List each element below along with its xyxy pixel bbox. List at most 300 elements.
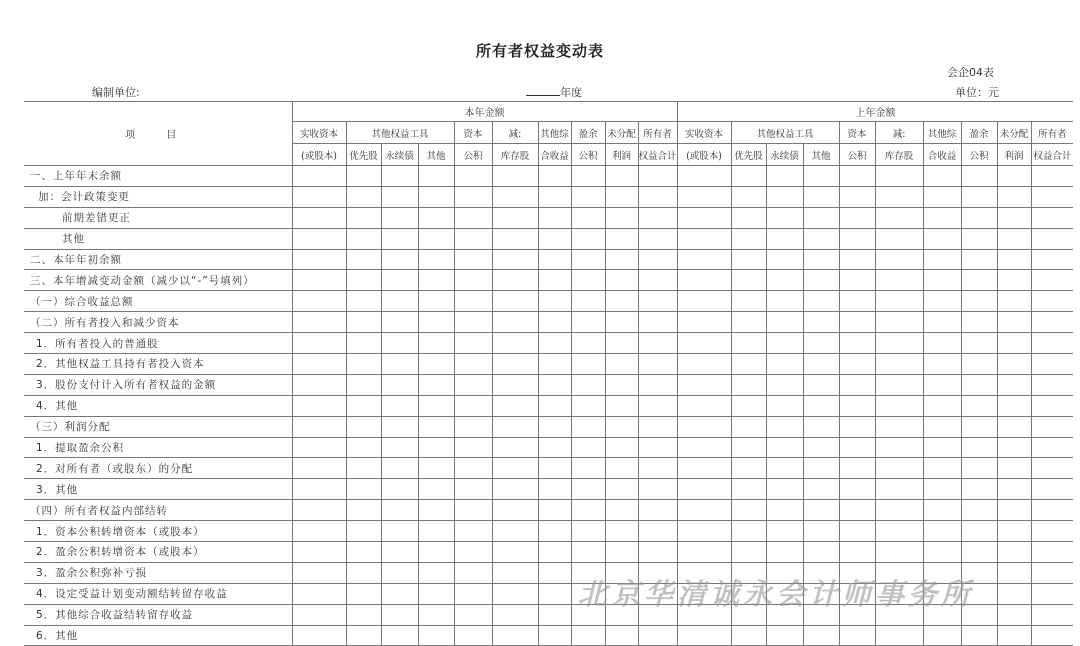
amount-cell bbox=[923, 542, 961, 563]
amount-cell bbox=[292, 500, 346, 521]
amount-cell bbox=[454, 521, 492, 542]
table-row bbox=[24, 354, 1073, 375]
amount-cell bbox=[538, 500, 571, 521]
amount-cell bbox=[638, 542, 677, 563]
amount-cell bbox=[638, 249, 677, 270]
amount-cell bbox=[839, 228, 875, 249]
amount-cell bbox=[492, 604, 538, 625]
amount-cell bbox=[292, 374, 346, 395]
row-label: 2．对所有者（或股东）的分配 bbox=[24, 458, 292, 479]
amount-cell bbox=[839, 333, 875, 354]
amount-cell bbox=[875, 542, 923, 563]
form-code: 会企04表 bbox=[947, 66, 994, 79]
amount-cell bbox=[677, 249, 731, 270]
table-row bbox=[24, 500, 1073, 521]
amount-cell bbox=[381, 166, 418, 187]
amount-cell bbox=[454, 270, 492, 291]
amount-cell bbox=[538, 562, 571, 583]
amount-cell bbox=[418, 228, 454, 249]
table-row bbox=[24, 270, 1073, 291]
column-header-line2: 公积 bbox=[839, 144, 875, 166]
amount-cell bbox=[1031, 416, 1073, 437]
row-label: 3．股份支付计入所有者权益的金额 bbox=[24, 374, 292, 395]
amount-cell bbox=[638, 333, 677, 354]
amount-cell bbox=[638, 312, 677, 333]
amount-cell bbox=[418, 291, 454, 312]
amount-cell bbox=[839, 542, 875, 563]
amount-cell bbox=[605, 416, 638, 437]
amount-cell bbox=[677, 458, 731, 479]
amount-cell bbox=[454, 207, 492, 228]
amount-cell bbox=[923, 186, 961, 207]
amount-cell bbox=[961, 333, 997, 354]
amount-cell bbox=[292, 207, 346, 228]
amount-cell bbox=[997, 312, 1031, 333]
amount-cell bbox=[839, 521, 875, 542]
column-header-line1: 未分配 bbox=[605, 122, 638, 144]
amount-cell bbox=[571, 186, 605, 207]
amount-cell bbox=[492, 395, 538, 416]
table-row bbox=[24, 333, 1073, 354]
table-row bbox=[24, 395, 1073, 416]
column-header-line1: 减: bbox=[492, 122, 538, 144]
amount-cell bbox=[731, 416, 766, 437]
amount-cell bbox=[839, 270, 875, 291]
row-label: 1．资本公积转增资本（或股本） bbox=[24, 521, 292, 542]
column-header-line1: 盈余 bbox=[571, 122, 605, 144]
amount-cell bbox=[605, 186, 638, 207]
amount-cell bbox=[346, 374, 381, 395]
table-row bbox=[24, 228, 1073, 249]
amount-cell bbox=[605, 333, 638, 354]
amount-cell bbox=[839, 354, 875, 375]
amount-cell bbox=[839, 291, 875, 312]
row-label: （二）所有者投入和减少资本 bbox=[24, 312, 292, 333]
amount-cell bbox=[1031, 228, 1073, 249]
amount-cell bbox=[346, 166, 381, 187]
amount-cell bbox=[677, 395, 731, 416]
amount-cell bbox=[418, 249, 454, 270]
amount-cell bbox=[292, 416, 346, 437]
amount-cell bbox=[638, 437, 677, 458]
amount-cell bbox=[803, 374, 839, 395]
amount-cell bbox=[538, 395, 571, 416]
amount-cell bbox=[346, 479, 381, 500]
row-label: 其他 bbox=[24, 228, 292, 249]
amount-cell bbox=[961, 521, 997, 542]
amount-cell bbox=[875, 228, 923, 249]
amount-cell bbox=[1031, 625, 1073, 646]
amount-cell bbox=[997, 562, 1031, 583]
amount-cell bbox=[538, 416, 571, 437]
row-label: 4．设定受益计划变动额结转留存收益 bbox=[24, 583, 292, 604]
amount-cell bbox=[605, 270, 638, 291]
amount-cell bbox=[538, 207, 571, 228]
year-blank bbox=[526, 85, 560, 96]
amount-cell bbox=[677, 312, 731, 333]
amount-cell bbox=[961, 249, 997, 270]
amount-cell bbox=[923, 270, 961, 291]
amount-cell bbox=[731, 395, 766, 416]
amount-cell bbox=[875, 625, 923, 646]
amount-cell bbox=[605, 395, 638, 416]
amount-cell bbox=[677, 625, 731, 646]
amount-cell bbox=[875, 521, 923, 542]
column-header-line1: 盈余 bbox=[961, 122, 997, 144]
amount-cell bbox=[571, 312, 605, 333]
amount-cell bbox=[492, 437, 538, 458]
amount-cell bbox=[418, 207, 454, 228]
amount-cell bbox=[638, 291, 677, 312]
amount-cell bbox=[638, 374, 677, 395]
amount-cell bbox=[766, 333, 803, 354]
column-header-line2: 利润 bbox=[997, 144, 1031, 166]
column-header-line2: 权益合计 bbox=[1031, 144, 1073, 166]
amount-cell bbox=[605, 291, 638, 312]
amount-cell bbox=[766, 395, 803, 416]
amount-cell bbox=[571, 228, 605, 249]
amount-cell bbox=[454, 583, 492, 604]
amount-cell bbox=[923, 354, 961, 375]
amount-cell bbox=[1031, 270, 1073, 291]
amount-cell bbox=[923, 437, 961, 458]
amount-cell bbox=[803, 521, 839, 542]
amount-cell bbox=[492, 354, 538, 375]
column-sub-header: 永续债 bbox=[766, 144, 803, 166]
column-header-line1: 实收资本 bbox=[677, 122, 731, 144]
amount-cell bbox=[766, 354, 803, 375]
amount-cell bbox=[997, 500, 1031, 521]
amount-cell bbox=[638, 354, 677, 375]
row-label: 前期差错更正 bbox=[24, 207, 292, 228]
amount-cell bbox=[766, 270, 803, 291]
amount-cell bbox=[766, 500, 803, 521]
amount-cell bbox=[1031, 186, 1073, 207]
amount-cell bbox=[418, 458, 454, 479]
row-label: （三）利润分配 bbox=[24, 416, 292, 437]
amount-cell bbox=[731, 312, 766, 333]
amount-cell bbox=[839, 312, 875, 333]
amount-cell bbox=[418, 437, 454, 458]
column-header-line2: (或股本) bbox=[677, 144, 731, 166]
table-row bbox=[24, 249, 1073, 270]
amount-cell bbox=[803, 207, 839, 228]
column-sub-header: 其他 bbox=[418, 144, 454, 166]
amount-cell bbox=[997, 395, 1031, 416]
amount-cell bbox=[731, 270, 766, 291]
amount-cell bbox=[997, 625, 1031, 646]
amount-cell bbox=[418, 625, 454, 646]
amount-cell bbox=[997, 604, 1031, 625]
amount-cell bbox=[605, 625, 638, 646]
amount-cell bbox=[492, 479, 538, 500]
amount-cell bbox=[803, 333, 839, 354]
amount-cell bbox=[997, 583, 1031, 604]
amount-cell bbox=[638, 500, 677, 521]
column-group-header: 其他权益工具 bbox=[346, 122, 454, 144]
amount-cell bbox=[538, 521, 571, 542]
amount-cell bbox=[1031, 604, 1073, 625]
amount-cell bbox=[292, 395, 346, 416]
amount-cell bbox=[638, 458, 677, 479]
amount-cell bbox=[875, 166, 923, 187]
amount-cell bbox=[292, 312, 346, 333]
amount-cell bbox=[731, 625, 766, 646]
column-sub-header: 优先股 bbox=[731, 144, 766, 166]
amount-cell bbox=[381, 458, 418, 479]
amount-cell bbox=[997, 521, 1031, 542]
amount-cell bbox=[875, 416, 923, 437]
amount-cell bbox=[571, 479, 605, 500]
amount-cell bbox=[346, 228, 381, 249]
amount-cell bbox=[875, 354, 923, 375]
amount-cell bbox=[346, 458, 381, 479]
amount-cell bbox=[803, 249, 839, 270]
amount-cell bbox=[538, 166, 571, 187]
amount-cell bbox=[571, 416, 605, 437]
amount-cell bbox=[381, 354, 418, 375]
amount-cell bbox=[803, 291, 839, 312]
amount-cell bbox=[605, 521, 638, 542]
amount-cell bbox=[418, 416, 454, 437]
column-sub-header: 其他 bbox=[803, 144, 839, 166]
amount-cell bbox=[292, 249, 346, 270]
amount-cell bbox=[1031, 374, 1073, 395]
amount-cell bbox=[571, 374, 605, 395]
amount-cell bbox=[418, 395, 454, 416]
amount-cell bbox=[923, 458, 961, 479]
amount-cell bbox=[492, 333, 538, 354]
amount-cell bbox=[803, 186, 839, 207]
watermark: 北京华清诚永会计师事务所 bbox=[578, 577, 975, 611]
amount-cell bbox=[605, 207, 638, 228]
amount-cell bbox=[492, 625, 538, 646]
amount-cell bbox=[677, 354, 731, 375]
table-row bbox=[24, 374, 1073, 395]
amount-cell bbox=[381, 270, 418, 291]
amount-cell bbox=[538, 333, 571, 354]
column-header-line1: 其他综 bbox=[923, 122, 961, 144]
amount-cell bbox=[346, 333, 381, 354]
amount-cell bbox=[605, 542, 638, 563]
amount-cell bbox=[605, 228, 638, 249]
amount-cell bbox=[454, 291, 492, 312]
amount-cell bbox=[766, 166, 803, 187]
amount-cell bbox=[638, 479, 677, 500]
column-header-line1: 所有者 bbox=[638, 122, 677, 144]
amount-cell bbox=[961, 416, 997, 437]
amount-cell bbox=[638, 521, 677, 542]
amount-cell bbox=[346, 583, 381, 604]
table-row bbox=[24, 625, 1073, 646]
amount-cell bbox=[875, 312, 923, 333]
amount-cell bbox=[381, 291, 418, 312]
amount-cell bbox=[492, 186, 538, 207]
amount-cell bbox=[418, 604, 454, 625]
amount-cell bbox=[292, 354, 346, 375]
amount-cell bbox=[381, 604, 418, 625]
amount-cell bbox=[605, 479, 638, 500]
column-header-line1: 其他综 bbox=[538, 122, 571, 144]
amount-cell bbox=[766, 416, 803, 437]
amount-cell bbox=[571, 521, 605, 542]
amount-cell bbox=[875, 249, 923, 270]
amount-cell bbox=[997, 249, 1031, 270]
amount-cell bbox=[454, 479, 492, 500]
amount-cell bbox=[731, 479, 766, 500]
column-header-line2: 权益合计 bbox=[638, 144, 677, 166]
row-label: 2．盈余公积转增资本（或股本） bbox=[24, 542, 292, 563]
amount-cell bbox=[839, 458, 875, 479]
amount-cell bbox=[677, 437, 731, 458]
year-suffix: 年度 bbox=[560, 86, 582, 99]
amount-cell bbox=[997, 291, 1031, 312]
amount-cell bbox=[454, 312, 492, 333]
amount-cell bbox=[418, 500, 454, 521]
amount-cell bbox=[923, 166, 961, 187]
amount-cell bbox=[839, 625, 875, 646]
amount-cell bbox=[492, 291, 538, 312]
amount-cell bbox=[731, 186, 766, 207]
amount-cell bbox=[923, 625, 961, 646]
amount-cell bbox=[839, 416, 875, 437]
amount-cell bbox=[538, 542, 571, 563]
amount-cell bbox=[381, 374, 418, 395]
amount-cell bbox=[1031, 395, 1073, 416]
amount-cell bbox=[803, 354, 839, 375]
row-label: 3．其他 bbox=[24, 479, 292, 500]
amount-cell bbox=[492, 542, 538, 563]
amount-cell bbox=[638, 416, 677, 437]
amount-cell bbox=[961, 270, 997, 291]
amount-cell bbox=[605, 500, 638, 521]
amount-cell bbox=[292, 521, 346, 542]
amount-cell bbox=[538, 228, 571, 249]
amount-cell bbox=[839, 166, 875, 187]
amount-cell bbox=[731, 500, 766, 521]
row-label: 4．其他 bbox=[24, 395, 292, 416]
amount-cell bbox=[677, 542, 731, 563]
column-header-line2: 公积 bbox=[454, 144, 492, 166]
amount-cell bbox=[766, 228, 803, 249]
amount-cell bbox=[731, 228, 766, 249]
amount-cell bbox=[492, 166, 538, 187]
amount-cell bbox=[605, 166, 638, 187]
column-header-line2: 合收益 bbox=[923, 144, 961, 166]
amount-cell bbox=[731, 458, 766, 479]
amount-cell bbox=[381, 395, 418, 416]
amount-cell bbox=[875, 374, 923, 395]
amount-cell bbox=[731, 333, 766, 354]
amount-cell bbox=[1031, 562, 1073, 583]
amount-cell bbox=[803, 166, 839, 187]
amount-cell bbox=[454, 437, 492, 458]
amount-cell bbox=[731, 354, 766, 375]
amount-cell bbox=[492, 207, 538, 228]
column-header-line2: 合收益 bbox=[538, 144, 571, 166]
amount-cell bbox=[923, 228, 961, 249]
amount-cell bbox=[292, 542, 346, 563]
amount-cell bbox=[997, 228, 1031, 249]
amount-cell bbox=[731, 521, 766, 542]
amount-cell bbox=[538, 312, 571, 333]
preparer-label: 编制单位: bbox=[92, 86, 140, 99]
amount-cell bbox=[492, 249, 538, 270]
amount-cell bbox=[638, 186, 677, 207]
amount-cell bbox=[961, 166, 997, 187]
amount-cell bbox=[492, 416, 538, 437]
amount-cell bbox=[538, 437, 571, 458]
amount-cell bbox=[766, 542, 803, 563]
amount-cell bbox=[997, 416, 1031, 437]
amount-cell bbox=[605, 312, 638, 333]
amount-cell bbox=[923, 479, 961, 500]
amount-cell bbox=[731, 249, 766, 270]
amount-cell bbox=[731, 291, 766, 312]
amount-cell bbox=[346, 562, 381, 583]
row-label: 加：会计政策变更 bbox=[24, 186, 292, 207]
row-label: 3．盈余公积弥补亏损 bbox=[24, 562, 292, 583]
table-row bbox=[24, 437, 1073, 458]
amount-cell bbox=[677, 500, 731, 521]
amount-cell bbox=[292, 186, 346, 207]
amount-cell bbox=[923, 416, 961, 437]
amount-cell bbox=[1031, 500, 1073, 521]
column-header-line1: 资本 bbox=[839, 122, 875, 144]
amount-cell bbox=[492, 583, 538, 604]
amount-cell bbox=[923, 249, 961, 270]
amount-cell bbox=[605, 249, 638, 270]
amount-cell bbox=[346, 186, 381, 207]
amount-cell bbox=[997, 479, 1031, 500]
amount-cell bbox=[454, 249, 492, 270]
amount-cell bbox=[839, 479, 875, 500]
table-row bbox=[24, 186, 1073, 207]
amount-cell bbox=[1031, 542, 1073, 563]
amount-cell bbox=[638, 625, 677, 646]
amount-cell bbox=[571, 333, 605, 354]
amount-cell bbox=[454, 333, 492, 354]
amount-cell bbox=[571, 437, 605, 458]
amount-cell bbox=[454, 354, 492, 375]
row-label: 一、上年年末余额 bbox=[24, 166, 292, 187]
last-year-header: 上年金额 bbox=[677, 102, 1073, 122]
amount-cell bbox=[381, 583, 418, 604]
amount-cell bbox=[961, 500, 997, 521]
amount-cell bbox=[418, 333, 454, 354]
amount-cell bbox=[961, 354, 997, 375]
amount-cell bbox=[292, 270, 346, 291]
amount-cell bbox=[839, 395, 875, 416]
amount-cell bbox=[677, 521, 731, 542]
amount-cell bbox=[875, 395, 923, 416]
amount-cell bbox=[605, 354, 638, 375]
amount-cell bbox=[571, 354, 605, 375]
amount-cell bbox=[766, 479, 803, 500]
amount-cell bbox=[454, 500, 492, 521]
amount-cell bbox=[1031, 291, 1073, 312]
amount-cell bbox=[766, 437, 803, 458]
amount-cell bbox=[923, 374, 961, 395]
amount-cell bbox=[997, 542, 1031, 563]
table-row bbox=[24, 166, 1073, 187]
amount-cell bbox=[803, 542, 839, 563]
amount-cell bbox=[875, 437, 923, 458]
amount-cell bbox=[766, 207, 803, 228]
amount-cell bbox=[292, 228, 346, 249]
row-label: 三、本年增减变动金额（减少以“-”号填列） bbox=[24, 270, 292, 291]
amount-cell bbox=[875, 479, 923, 500]
